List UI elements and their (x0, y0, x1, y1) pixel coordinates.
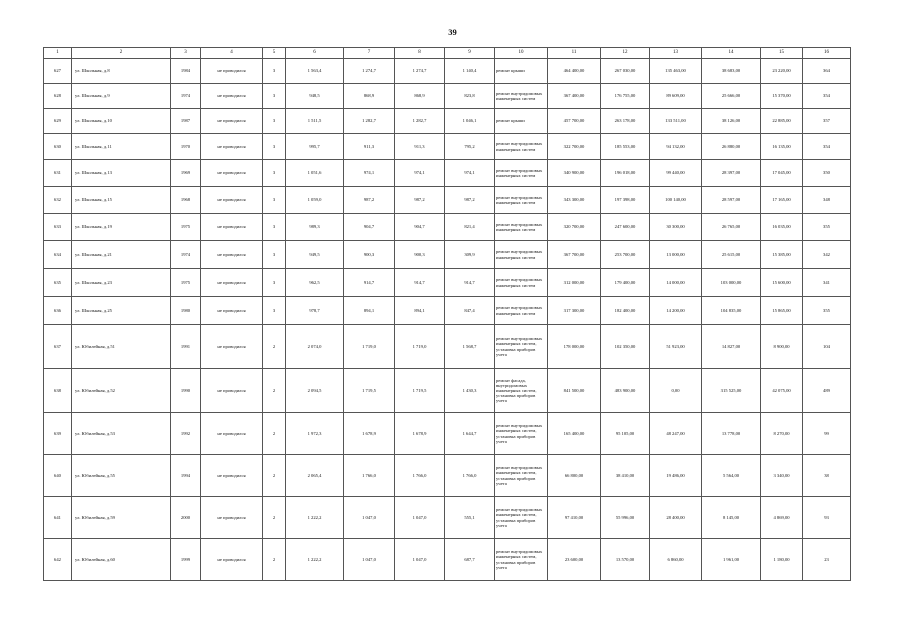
repair-works-cell: ремонт внутридомовых инженерных систем (495, 160, 548, 187)
total-area-cell: 2 065,4 (286, 455, 344, 497)
fund-share-cell: 95 105,00 (601, 413, 650, 455)
address-cell: ул. Школьная, д.25 (72, 297, 171, 325)
municipal-area-cell: 1 140,4 (445, 59, 495, 84)
total-cost-cell: 312 000,00 (548, 269, 601, 297)
residential-area-cell: 914,7 (395, 269, 445, 297)
row-number-cell: 631 (44, 160, 72, 187)
municipal-area-cell: 1 644,7 (445, 413, 495, 455)
row-number-cell: 634 (44, 241, 72, 269)
last-repair-cell: не проводился (201, 497, 263, 539)
address-cell: ул. Юбилейная, д.59 (72, 497, 171, 539)
register-table (43, 47, 851, 581)
fund-share-cell: 102 350,00 (601, 325, 650, 369)
municipal-budget-cell: 14 827,00 (702, 325, 761, 369)
fund-share-cell: 13 570,00 (601, 539, 650, 581)
column-header: 10 (495, 48, 548, 59)
column-header: 9 (445, 48, 495, 59)
year-built-cell: 1994 (171, 455, 201, 497)
municipal-area-cell: 821,4 (445, 214, 495, 241)
living-area-cell: 1 047,0 (344, 539, 395, 581)
regional-budget-cell: 19 486,00 (650, 455, 702, 497)
column-header: 1 (44, 48, 72, 59)
year-built-cell: 1975 (171, 214, 201, 241)
living-area-cell: 1 719,0 (344, 325, 395, 369)
total-area-cell: 962,5 (286, 269, 344, 297)
municipal-budget-cell: 103 000,00 (702, 269, 761, 297)
total-area-cell: 1 059,0 (286, 187, 344, 214)
repair-works-cell: ремонт внутридомовых инженерных систем (495, 84, 548, 109)
municipal-budget-cell: 25 666,00 (702, 84, 761, 109)
row-number-cell: 638 (44, 369, 72, 413)
municipal-area-cell: 309,9 (445, 241, 495, 269)
table-row (44, 59, 851, 84)
municipal-budget-cell: 104 835,00 (702, 297, 761, 325)
owners-share-cell: 4 869,00 (761, 497, 803, 539)
column-header: 14 (702, 48, 761, 59)
row-number-cell: 633 (44, 214, 72, 241)
owners-share-cell: 3 340,00 (761, 455, 803, 497)
repair-works-cell: ремонт внутридомовых инженерных систем (495, 187, 548, 214)
residential-area-cell: 900,3 (395, 241, 445, 269)
address-cell: ул. Школьная, д.23 (72, 269, 171, 297)
fund-share-cell: 176 755,00 (601, 84, 650, 109)
address-cell: ул. Школьная, д.15 (72, 187, 171, 214)
living-area-cell: 974,1 (344, 160, 395, 187)
address-cell: ул. Юбилейная, д.52 (72, 369, 171, 413)
floors-cell: 2 (263, 369, 286, 413)
regional-budget-cell: 14 000,00 (650, 269, 702, 297)
year-built-cell: 1992 (171, 413, 201, 455)
residential-area-cell: 1 766,0 (395, 455, 445, 497)
address-cell: ул. Юбилейная, д.51 (72, 325, 171, 369)
residents-count-cell: 99 (803, 413, 851, 455)
row-number-cell: 635 (44, 269, 72, 297)
row-number-cell: 639 (44, 413, 72, 455)
year-built-cell: 1999 (171, 539, 201, 581)
owners-share-cell: 1 180,00 (761, 539, 803, 581)
total-cost-cell: 322 700,00 (548, 134, 601, 160)
owners-share-cell: 17 165,00 (761, 187, 803, 214)
living-area-cell: 1 766,0 (344, 455, 395, 497)
table-row (44, 539, 851, 581)
living-area-cell: 1 678,9 (344, 413, 395, 455)
residents-count-cell: 354 (803, 84, 851, 109)
residential-area-cell: 1 719,5 (395, 369, 445, 413)
repair-works-cell: ремонт внутридомовых инженерных систем, установка приборов учета (495, 413, 548, 455)
floors-cell: 3 (263, 241, 286, 269)
year-built-cell: 1980 (171, 297, 201, 325)
municipal-budget-cell: 8 145,00 (702, 497, 761, 539)
fund-share-cell: 197 398,00 (601, 187, 650, 214)
owners-share-cell: 15 865,00 (761, 297, 803, 325)
fund-share-cell: 247 600,00 (601, 214, 650, 241)
repair-works-cell: ремонт внутридомовых инженерных систем (495, 297, 548, 325)
total-area-cell: 995,7 (286, 134, 344, 160)
floors-cell: 2 (263, 325, 286, 369)
regional-budget-cell: 14 200,00 (650, 297, 702, 325)
column-header: 11 (548, 48, 601, 59)
owners-share-cell: 15 370,00 (761, 84, 803, 109)
total-area-cell: 1 563,4 (286, 59, 344, 84)
residential-area-cell: 904,7 (395, 214, 445, 241)
floors-cell: 2 (263, 539, 286, 581)
column-header: 16 (803, 48, 851, 59)
living-area-cell: 914,7 (344, 269, 395, 297)
municipal-area-cell: 914,7 (445, 269, 495, 297)
municipal-budget-cell: 25 615,00 (702, 241, 761, 269)
year-built-cell: 1968 (171, 187, 201, 214)
column-header: 15 (761, 48, 803, 59)
column-header: 4 (201, 48, 263, 59)
total-area-cell: 949,5 (286, 241, 344, 269)
repair-works-cell: ремонт внутридомовых инженерных систем (495, 241, 548, 269)
column-header: 12 (601, 48, 650, 59)
row-number-cell: 629 (44, 109, 72, 134)
row-number-cell: 637 (44, 325, 72, 369)
total-area-cell: 1 972,3 (286, 413, 344, 455)
residents-count-cell: 354 (803, 134, 851, 160)
municipal-area-cell: 1 430,3 (445, 369, 495, 413)
fund-share-cell: 196 018,00 (601, 160, 650, 187)
living-area-cell: 1 047,0 (344, 497, 395, 539)
last-repair-cell: не проводился (201, 109, 263, 134)
owners-share-cell: 16 035,00 (761, 214, 803, 241)
total-area-cell: 2 074,0 (286, 325, 344, 369)
residents-count-cell: 93 (803, 497, 851, 539)
total-area-cell: 1 222,2 (286, 539, 344, 581)
total-cost-cell: 66 800,00 (548, 455, 601, 497)
last-repair-cell: не проводился (201, 241, 263, 269)
living-area-cell: 1 282,7 (344, 109, 395, 134)
address-cell: ул. Школьная, д.10 (72, 109, 171, 134)
floors-cell: 2 (263, 497, 286, 539)
floors-cell: 3 (263, 187, 286, 214)
repair-works-cell: ремонт внутридомовых инженерных систем, установка приборов учета (495, 539, 548, 581)
table-row (44, 134, 851, 160)
owners-share-cell: 23 220,00 (761, 59, 803, 84)
residents-count-cell: 341 (803, 269, 851, 297)
residential-area-cell: 1 719,0 (395, 325, 445, 369)
living-area-cell: 987,2 (344, 187, 395, 214)
total-cost-cell: 97 410,00 (548, 497, 601, 539)
last-repair-cell: не проводился (201, 325, 263, 369)
last-repair-cell: не проводился (201, 134, 263, 160)
row-number-cell: 627 (44, 59, 72, 84)
total-cost-cell: 367 400,00 (548, 84, 601, 109)
year-built-cell: 1987 (171, 109, 201, 134)
living-area-cell: 894,1 (344, 297, 395, 325)
address-cell: ул. Юбилейная, д.53 (72, 413, 171, 455)
municipal-budget-cell: 38 683,00 (702, 59, 761, 84)
row-number-cell: 630 (44, 134, 72, 160)
total-cost-cell: 178 000,00 (548, 325, 601, 369)
table-row (44, 84, 851, 109)
regional-budget-cell: 100 140,00 (650, 187, 702, 214)
living-area-cell: 911,3 (344, 134, 395, 160)
floors-cell: 2 (263, 413, 286, 455)
year-built-cell: 1991 (171, 325, 201, 369)
total-cost-cell: 340 900,00 (548, 160, 601, 187)
total-area-cell: 978,7 (286, 297, 344, 325)
owners-share-cell: 17 045,00 (761, 160, 803, 187)
residential-area-cell: 974,1 (395, 160, 445, 187)
total-cost-cell: 464 400,00 (548, 59, 601, 84)
column-header: 5 (263, 48, 286, 59)
year-built-cell: 1984 (171, 59, 201, 84)
year-built-cell: 1974 (171, 84, 201, 109)
last-repair-cell: не проводился (201, 84, 263, 109)
residents-count-cell: 38 (803, 455, 851, 497)
total-cost-cell: 165 400,00 (548, 413, 601, 455)
fund-share-cell: 267 030,00 (601, 59, 650, 84)
address-cell: ул. Школьная, д.11 (72, 134, 171, 160)
municipal-budget-cell: 315 525,00 (702, 369, 761, 413)
repair-works-cell: ремонт внутридомовых инженерных систем (495, 134, 548, 160)
municipal-budget-cell: 26 765,00 (702, 214, 761, 241)
table-body (44, 59, 851, 581)
address-cell: ул. Школьная, д.21 (72, 241, 171, 269)
municipal-budget-cell: 13 778,00 (702, 413, 761, 455)
table-row (44, 241, 851, 269)
address-cell: ул. Юбилейная, д.60 (72, 539, 171, 581)
table-row (44, 369, 851, 413)
repair-works-cell: ремонт внутридомовых инженерных систем (495, 269, 548, 297)
year-built-cell: 1975 (171, 269, 201, 297)
row-number-cell: 628 (44, 84, 72, 109)
residents-count-cell: 104 (803, 325, 851, 369)
floors-cell: 3 (263, 109, 286, 134)
total-area-cell: 948,5 (286, 84, 344, 109)
last-repair-cell: не проводился (201, 187, 263, 214)
column-header: 3 (171, 48, 201, 59)
owners-share-cell: 42 075,00 (761, 369, 803, 413)
fund-share-cell: 55 996,00 (601, 497, 650, 539)
living-area-cell: 900,3 (344, 241, 395, 269)
year-built-cell: 1974 (171, 241, 201, 269)
regional-budget-cell: 99 440,00 (650, 160, 702, 187)
municipal-area-cell: 847,4 (445, 297, 495, 325)
regional-budget-cell: 0,00 (650, 369, 702, 413)
residential-area-cell: 987,2 (395, 187, 445, 214)
regional-budget-cell: 30 300,00 (650, 214, 702, 241)
residents-count-cell: 489 (803, 369, 851, 413)
residential-area-cell: 1 678,9 (395, 413, 445, 455)
residents-count-cell: 23 (803, 539, 851, 581)
fund-share-cell: 483 900,00 (601, 369, 650, 413)
residents-count-cell: 348 (803, 187, 851, 214)
residential-area-cell: 911,3 (395, 134, 445, 160)
floors-cell: 3 (263, 59, 286, 84)
municipal-budget-cell: 38 126,00 (702, 109, 761, 134)
living-area-cell: 1 274,7 (344, 59, 395, 84)
last-repair-cell: не проводился (201, 59, 263, 84)
table-header-row (44, 48, 851, 59)
column-header: 7 (344, 48, 395, 59)
residents-count-cell: 350 (803, 160, 851, 187)
total-cost-cell: 23 600,00 (548, 539, 601, 581)
regional-budget-cell: 94 132,00 (650, 134, 702, 160)
residents-count-cell: 355 (803, 297, 851, 325)
last-repair-cell: не проводился (201, 269, 263, 297)
total-cost-cell: 367 700,00 (548, 241, 601, 269)
municipal-area-cell: 823,8 (445, 84, 495, 109)
column-header: 2 (72, 48, 171, 59)
municipal-area-cell: 555,1 (445, 497, 495, 539)
owners-share-cell: 15 600,00 (761, 269, 803, 297)
residents-count-cell: 357 (803, 109, 851, 134)
municipal-budget-cell: 28 597,00 (702, 187, 761, 214)
column-header: 6 (286, 48, 344, 59)
regional-budget-cell: 135 463,00 (650, 59, 702, 84)
owners-share-cell: 8 270,00 (761, 413, 803, 455)
address-cell: ул. Школьная, д.19 (72, 214, 171, 241)
column-header: 8 (395, 48, 445, 59)
owners-share-cell: 22 885,00 (761, 109, 803, 134)
municipal-budget-cell: 28 397,00 (702, 160, 761, 187)
municipal-area-cell: 1 568,7 (445, 325, 495, 369)
fund-share-cell: 182 400,00 (601, 297, 650, 325)
total-cost-cell: 841 500,00 (548, 369, 601, 413)
municipal-area-cell: 1 046,1 (445, 109, 495, 134)
owners-share-cell: 15 385,00 (761, 241, 803, 269)
row-number-cell: 641 (44, 497, 72, 539)
row-number-cell: 636 (44, 297, 72, 325)
fund-share-cell: 38 410,00 (601, 455, 650, 497)
municipal-budget-cell: 1 961,00 (702, 539, 761, 581)
residents-count-cell: 364 (803, 59, 851, 84)
floors-cell: 3 (263, 297, 286, 325)
repair-works-cell: ремонт внутридомовых инженерных систем (495, 214, 548, 241)
municipal-area-cell: 795,2 (445, 134, 495, 160)
table-row (44, 214, 851, 241)
last-repair-cell: не проводился (201, 539, 263, 581)
total-area-cell: 989,3 (286, 214, 344, 241)
regional-budget-cell: 48 247,00 (650, 413, 702, 455)
total-cost-cell: 343 300,00 (548, 187, 601, 214)
regional-budget-cell: 28 400,00 (650, 497, 702, 539)
address-cell: ул. Школьная, д.8 (72, 59, 171, 84)
table-row (44, 325, 851, 369)
living-area-cell: 1 719,5 (344, 369, 395, 413)
column-header: 13 (650, 48, 702, 59)
table-row (44, 413, 851, 455)
table-row (44, 297, 851, 325)
repair-works-cell: ремонт фасада, внутридомовых инженерных систем, установка приборов учета (495, 369, 548, 413)
last-repair-cell: не проводился (201, 455, 263, 497)
floors-cell: 2 (263, 455, 286, 497)
last-repair-cell: не проводился (201, 297, 263, 325)
floors-cell: 3 (263, 84, 286, 109)
repair-works-cell: ремонт внутридомовых инженерных систем, установка приборов учета (495, 455, 548, 497)
fund-share-cell: 263 178,00 (601, 109, 650, 134)
floors-cell: 3 (263, 269, 286, 297)
owners-share-cell: 8 900,00 (761, 325, 803, 369)
regional-budget-cell: 51 923,00 (650, 325, 702, 369)
municipal-area-cell: 987,2 (445, 187, 495, 214)
regional-budget-cell: 13 000,00 (650, 241, 702, 269)
municipal-area-cell: 974,1 (445, 160, 495, 187)
municipal-budget-cell: 5 564,00 (702, 455, 761, 497)
municipal-area-cell: 687,7 (445, 539, 495, 581)
municipal-budget-cell: 26 880,00 (702, 134, 761, 160)
repair-works-cell: ремонт внутридомовых инженерных систем, установка приборов учета (495, 325, 548, 369)
municipal-area-cell: 1 766,0 (445, 455, 495, 497)
total-area-cell: 1 511,5 (286, 109, 344, 134)
floors-cell: 3 (263, 160, 286, 187)
regional-budget-cell: 89 609,00 (650, 84, 702, 109)
last-repair-cell: не проводился (201, 369, 263, 413)
table-row (44, 455, 851, 497)
total-area-cell: 1 051,6 (286, 160, 344, 187)
table-row (44, 160, 851, 187)
residential-area-cell: 868,9 (395, 84, 445, 109)
last-repair-cell: не проводился (201, 413, 263, 455)
living-area-cell: 904,7 (344, 214, 395, 241)
residential-area-cell: 1 274,7 (395, 59, 445, 84)
regional-budget-cell: 133 511,00 (650, 109, 702, 134)
last-repair-cell: не проводился (201, 160, 263, 187)
fund-share-cell: 253 700,00 (601, 241, 650, 269)
total-area-cell: 1 222,2 (286, 497, 344, 539)
living-area-cell: 868,9 (344, 84, 395, 109)
total-cost-cell: 457 700,00 (548, 109, 601, 134)
floors-cell: 3 (263, 134, 286, 160)
address-cell: ул. Школьная, д.13 (72, 160, 171, 187)
fund-share-cell: 185 553,00 (601, 134, 650, 160)
year-built-cell: 1990 (171, 369, 201, 413)
residents-count-cell: 355 (803, 214, 851, 241)
owners-share-cell: 16 135,00 (761, 134, 803, 160)
table-row (44, 187, 851, 214)
total-cost-cell: 317 300,00 (548, 297, 601, 325)
year-built-cell: 2000 (171, 497, 201, 539)
last-repair-cell: не проводился (201, 214, 263, 241)
residents-count-cell: 342 (803, 241, 851, 269)
residential-area-cell: 1 047,0 (395, 497, 445, 539)
address-cell: ул. Юбилейная, д.55 (72, 455, 171, 497)
total-area-cell: 2 094,5 (286, 369, 344, 413)
address-cell: ул. Школьная, д.9 (72, 84, 171, 109)
repair-works-cell: ремонт крыши (495, 109, 548, 134)
regional-budget-cell: 6 860,00 (650, 539, 702, 581)
total-cost-cell: 320 700,00 (548, 214, 601, 241)
repair-works-cell: ремонт внутридомовых инженерных систем, установка приборов учета (495, 497, 548, 539)
table-row (44, 269, 851, 297)
row-number-cell: 640 (44, 455, 72, 497)
table-row (44, 497, 851, 539)
row-number-cell: 642 (44, 539, 72, 581)
repair-works-cell: ремонт крыши (495, 59, 548, 84)
residential-area-cell: 1 047,0 (395, 539, 445, 581)
floors-cell: 3 (263, 214, 286, 241)
page-number: 39 (448, 27, 457, 37)
row-number-cell: 632 (44, 187, 72, 214)
year-built-cell: 1970 (171, 134, 201, 160)
table-row (44, 109, 851, 134)
residential-area-cell: 1 282,7 (395, 109, 445, 134)
fund-share-cell: 179 400,00 (601, 269, 650, 297)
year-built-cell: 1969 (171, 160, 201, 187)
residential-area-cell: 894,1 (395, 297, 445, 325)
